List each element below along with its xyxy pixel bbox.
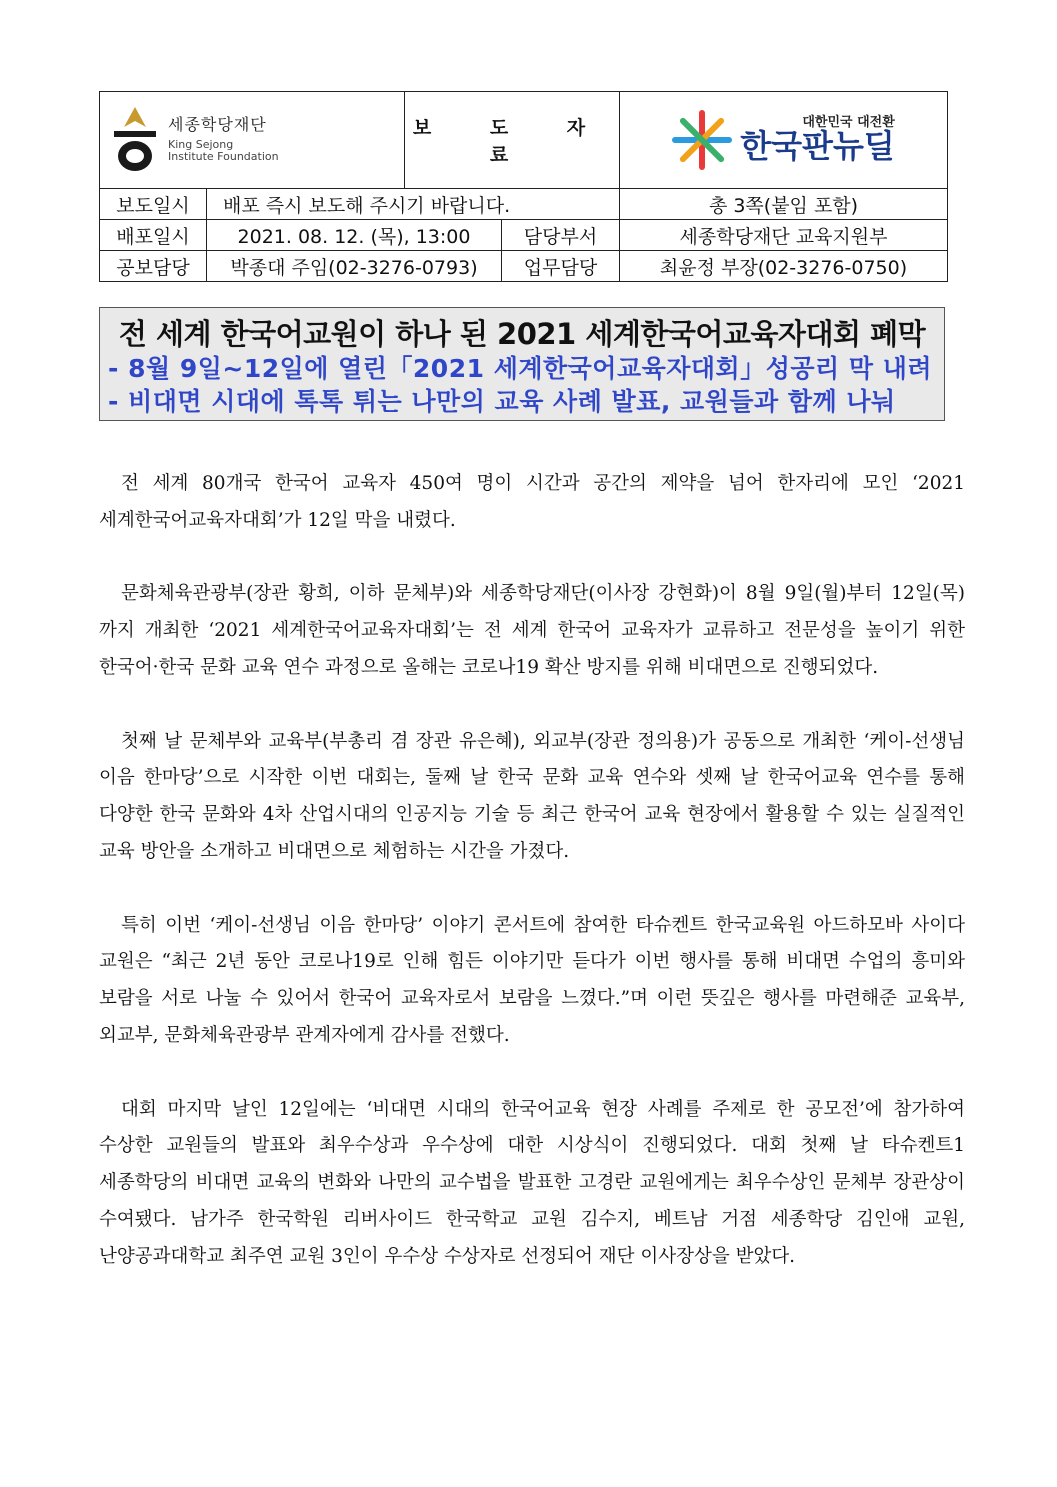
subheadline-1: - 8월 9일~12일에 열린「2021 세계한국어교육자대회」성공리 막 내려 [108, 354, 933, 383]
department-value: 세종학당재단 교육지원부 [620, 220, 948, 251]
document-title: 보 도 자 료 [405, 92, 620, 189]
new-deal-slogan: 대한민국 대전환 [802, 115, 895, 131]
king-sejong-logo-cell [100, 92, 405, 189]
paragraph-4: 특히 이번 ‘케이-선생님 이음 한마당’ 이야기 콘서트에 참여한 타슈켄트 한국교육원 아드하모바 사이다 교원은 “최근 2년 동안 코로나19로 인해 힘든 이야기만 듣다가 이번 행사를 통해 비대면 수업의 흥미와 보람을 서로 나눌 수 있어서 한국어 교육자로서 보람을 느꼈다.”며 이런 뜻깊은 행사를 마련해준 교육부, 외교부, 문화체육관광부 관계자에게 감사를 전했다. [99, 914, 965, 1046]
work-contact-label: 업무담당 [502, 251, 620, 282]
headline-box [99, 307, 945, 421]
release-time-label: 보도일시 [100, 189, 207, 220]
page-count: 총 3쪽(붙임 포함) [620, 189, 948, 220]
pr-contact-value: 박종대 주임(02-3276-0793) [207, 251, 502, 282]
king-sejong-emblem-icon [110, 105, 160, 175]
distribution-time-label: 배포일시 [100, 220, 207, 251]
paragraph-5: 대회 마지막 날인 12일에는 ‘비대면 시대의 한국어교육 현장 사례를 주제로 한 공모전’에 참가하여 수상한 교원들의 발표와 최우수상과 우수상에 대한 시상식이 진행되었다. 대회 첫째 날 타슈켄트1 세종학당의 비대면 교육의 변화와 나만의 교수법을 발표한 고경란 교원에게는 최우수상인 문체부 장관상이 수여됐다. 남가주 한국학원 리버사이드 한국학교 교원 김수지, 베트남 거점 세종학당 김인애 교원, 난양공과대학교 최주연 교원 3인이 우수상 수상자로 선정되어 재단 이사장상을 받았다. [99, 1098, 965, 1267]
article-body [99, 466, 965, 1312]
foundation-name-english-2: Institute Foundation [168, 150, 279, 164]
paragraph-3: 첫째 날 문체부와 교육부(부총리 겸 장관 유은혜), 외교부(장관 정의용)가 공동으로 개최한 ‘케이-선생님 이음 한마당’으로 시작한 이번 대회는, 둘째 날 한국 문화 교육 연수와 셋째 날 한국어교육 연수를 통해 다양한 한국 문화와 4차 산업시대의 인공지능 기술 등 최근 한국어 교육 현장에서 활용할 수 있는 실질적인 교육 방안을 소개하고 비대면으로 체험하는 시간을 가졌다. [99, 730, 965, 862]
headline: 전 세계 한국어교원이 하나 된 2021 세계한국어교육자대회 폐막 [118, 317, 926, 351]
korean-new-deal-logo-cell [620, 92, 948, 189]
new-deal-name: 한국판뉴딜 [740, 127, 895, 166]
subheadline-2: - 비대면 시대에 톡톡 튀는 나만의 교육 사례 발표, 교원들과 함께 나눠 [108, 387, 896, 416]
foundation-name-korean: 세종학당재단 [168, 115, 267, 135]
work-contact-value: 최윤정 부장(02-3276-0750) [620, 251, 948, 282]
department-label: 담당부서 [502, 220, 620, 251]
foundation-name-english-1: King Sejong [168, 137, 234, 151]
paragraph-1: 전 세계 80개국 한국어 교육자 450여 명이 시간과 공간의 제약을 넘어 한자리에 모인 ‘2021 세계한국어교육자대회’가 12일 막을 내렸다. [99, 473, 965, 531]
paragraph-2: 문화체육관광부(장관 황희, 이하 문체부)와 세종학당재단(이사장 강현화)이 8월 9일(월)부터 12일(목)까지 개최한 ‘2021 세계한국어교육자대회’는 전 세계 한국어 교육자가 교류하고 전문성을 높이기 위한 한국어·한국 문화 교육 연수 과정으로 올해는 코로나19 확산 방지를 위해 비대면으로 진행되었다. [99, 583, 965, 678]
distribution-time-value: 2021. 08. 12. (목), 13:00 [207, 220, 502, 251]
press-release-header [99, 91, 948, 282]
release-time-value: 배포 즉시 보도해 주시기 바랍니다. [207, 189, 620, 220]
new-deal-star-icon [672, 110, 732, 170]
pr-contact-label: 공보담당 [100, 251, 207, 282]
